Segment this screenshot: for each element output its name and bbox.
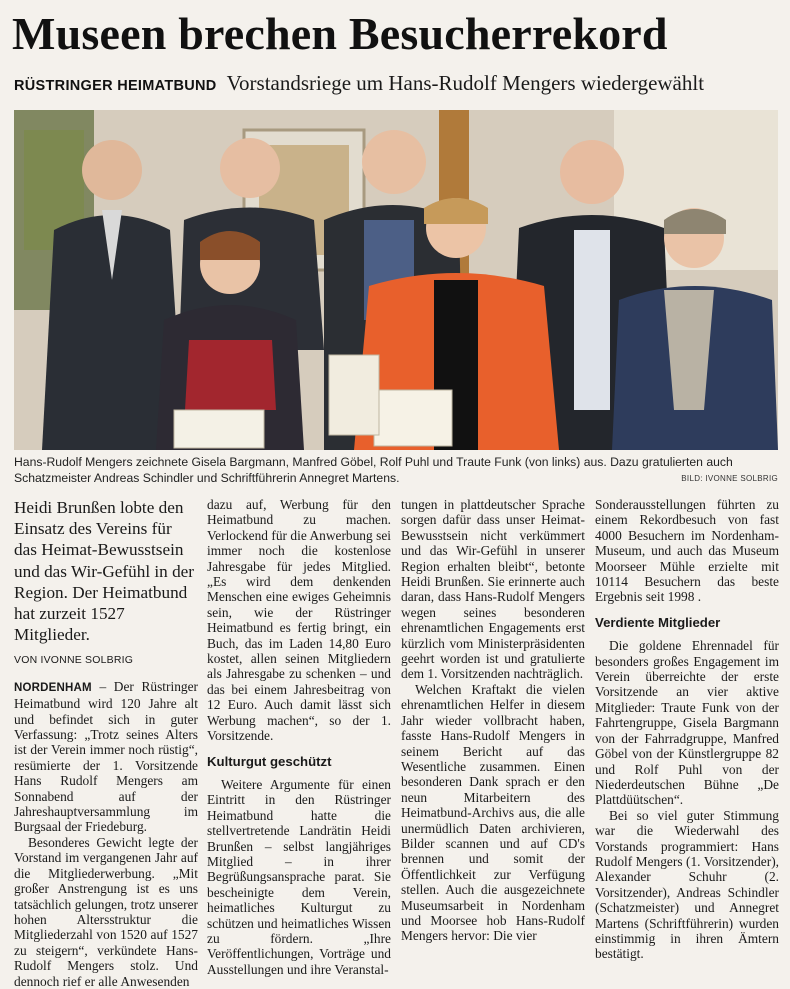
group-photo-illustration bbox=[14, 110, 778, 450]
kicker: RÜSTRINGER HEIMATBUND bbox=[14, 78, 217, 94]
body-paragraph-7: Sonderausstellungen führten zu einem Rekordbesuch von fast 4000 Besuchern im Nordenham-Museum, und auch das Museum Moorseer Mühle erzielte mit 10114 Besuchern das beste Ergebnis seit 1998 . bbox=[595, 497, 779, 605]
column-4 bbox=[595, 497, 779, 962]
body-paragraph-2: Besonderes Gewicht legte der Vorstand im vergangenen Jahr auf die Mitgliederwerbung. „Mit großer Anstrengung ist es uns tatsächlich gelungen, trotz unserer hohen Altersstruktur die Mitgliederzahl von 1520 auf 1527 zu steigern“, verkündete Hans-Rudolf Mengers stolz. Und dennoch rief er alle Anwesenden bbox=[14, 834, 198, 989]
body-paragraph-6: Welchen Kraftakt die vielen ehrenamtlichen Helfer in diesem Jahr wieder vollbracht haben, fasste Hans-Rudolf Mengers in seinem Bericht auf das Wesentliche zusammen. Einen besonderen Dank sprach er den neun Mitarbeitern des Heimatbund-Archivs aus, die alle unermüdlich Daten archivieren, Bilder scannen und auf CD's brennen und somit der Öffentlichkeit zur Verfügung stellen. Auch die ausgezeichnete Museumsarbeit in Nordenham und Moorsee hob Hans-Rudolf Mengers hervor: Die vier bbox=[401, 681, 585, 944]
body-paragraph-5: tungen in plattdeutscher Sprache sorgen dafür dass unser Heimat-Bewusstsein nicht verkümmert und das Wir-Gefühl in unserer Region erhalten bleibt“, betonte Heidi Brunßen. Sie erinnerte auch daran, dass Hans-Rudolf Mengers wegen seines besonderen ehrenamtlichen Engagements erst kürzlich vom Ministerpräsidenten geehrt worden ist und gratulierte dem 1. Vorsitzenden nachträglich. bbox=[401, 497, 585, 682]
body-paragraph-4: Weitere Argumente für einen Eintritt in den Rüstringer Heimatbund hatte die stellvertretende Landrätin Heidi Brunßen – selbst langjähriges Mitglied – in ihrer Begrüßungsansprache parat. Sie bescheinigte dem Verein, heimatliches Kulturgut zu schützen und heimatliches Wissen zu fördern. „Ihre Veröffentlichungen, Vorträge und Ausstellungen und ihre Veranstal- bbox=[207, 776, 391, 977]
body-paragraph-1-text: – Der Rüstringer Heimatbund wird 120 Jahre alt und befindet sich in guter Verfassung: „Trotz seines Alters ist der Verein immer noch rüstig“, resümierte der 1. Vorsitzende Hans Rudolf Mengers am Sonnabend auf der Jahreshauptversammlung im Burgsaal der Friedeburg. bbox=[14, 678, 198, 835]
subline bbox=[14, 70, 784, 99]
column-2 bbox=[207, 497, 391, 977]
subhead-kulturgut: Kulturgut geschützt bbox=[207, 753, 332, 769]
body-paragraph-9: Bei so viel guter Stimmung war die Wiederwahl des Vorstands programmiert: Hans Rudolf Mengers (1. Vorsitzender), Alexander Schuhr (2. Vorsitzender), Andreas Schindler (Schatzmeister) und Annegret Martens (Schriftführerin) wurden einstimmig in ihren Ämtern bestätigt. bbox=[595, 807, 779, 962]
body-paragraph-8: Die goldene Ehrennadel für besonders großes Engagement im Verein überreichte der erste Vorsitzende an vier aktive Mitglieder: Traute Funk von der Fahrtengruppe, Gisela Bargmann von der Fahrradgruppe, Manfred Göbel von der Künstlergruppe 82 und Rolf Puhl von der Niederdeutschen Bühne „De Plattdüütschen“. bbox=[595, 638, 779, 808]
subtitle: Vorstandsriege um Hans-Rudolf Mengers wiedergewählt bbox=[226, 71, 705, 95]
group-photo bbox=[14, 110, 778, 450]
subhead-mitglieder: Verdiente Mitglieder bbox=[595, 614, 721, 630]
photo-credit: BILD: IVONNE SOLBRIG bbox=[681, 474, 778, 483]
photo-caption: Hans-Rudolf Mengers zeichnete Gisela Bargmann, Manfred Göbel, Rolf Puhl und Traute Funk (von links) aus. Dazu gratulierten auch Schatzmeister Andreas Schindler und Schriftführerin Annegret Martens. bbox=[14, 455, 733, 485]
lead-paragraph: Heidi Brunßen lobte den Einsatz des Vereins für das Heimat-Bewusstsein und das Wir-Gefühl in der Region. Der Heimatbund hat zurzeit 1527 Mitglieder. bbox=[14, 498, 195, 645]
column-3 bbox=[401, 497, 585, 944]
body-paragraph-1 bbox=[14, 679, 198, 835]
body-paragraph-3: dazu auf, Werbung für den Heimatbund zu machen. Verlockend für die Anwerbung sei immer noch die kostenlose Jahresgabe für jedes Mitglied. „Es wird dem denkenden Menschen eine ewiges Geheimnis sein, wie der Rüstringer Heimatbund es fertig bringt, ein Buch, das im Laden 14,80 Euro kostet, allen seinen Mitgliedern als Jahresgabe zu schenken – und das bei einem Jahresbeitrag von 12 Euro. Auch damit lässt sich Werbung machen“, so der 1. Vorsitzende. bbox=[207, 497, 391, 744]
byline: VON IVONNE SOLBRIG bbox=[14, 654, 134, 667]
dateline: NORDENHAM bbox=[14, 681, 92, 694]
column-1 bbox=[14, 497, 198, 989]
headline: Museen brechen Besucherrekord bbox=[12, 8, 668, 59]
